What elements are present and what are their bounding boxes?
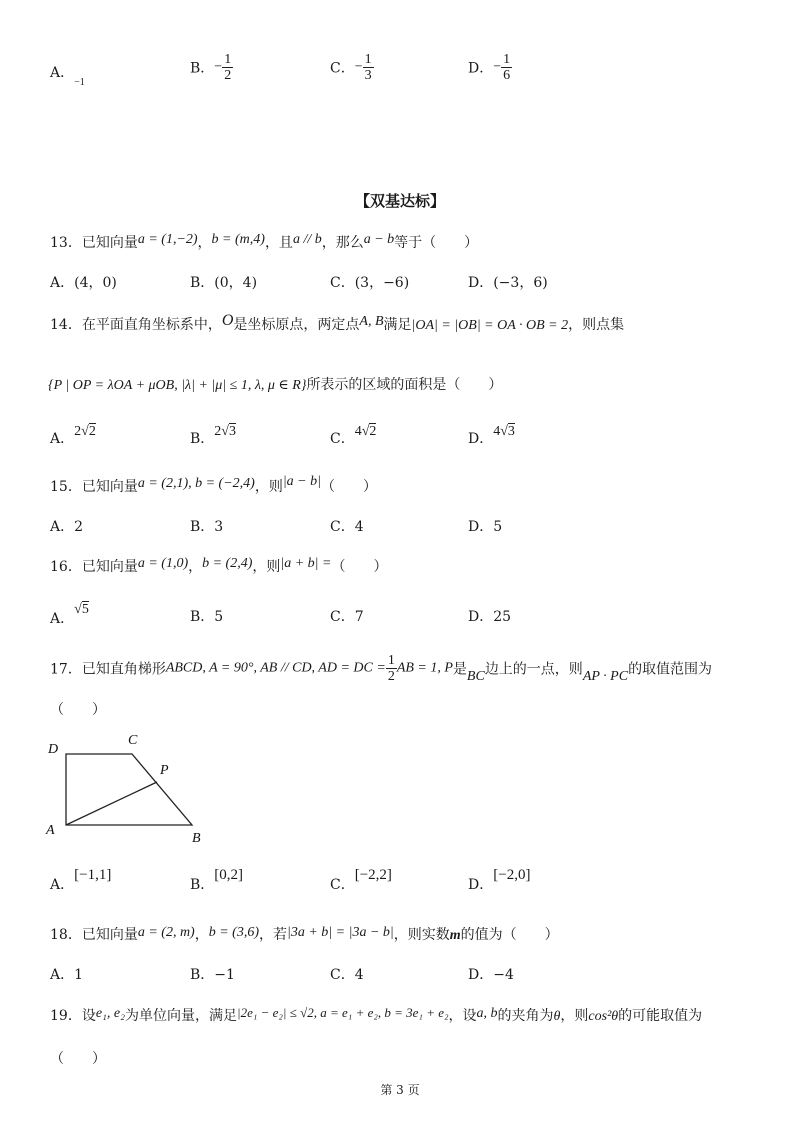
q14-option-a: A．2√2 [50,424,96,447]
q14-option-d: D．4√3 [468,424,515,447]
question-17: 17．已知直角梯形ABCD, A = 90°, AB // CD, AD = DC = $\frac{1}{2}$ AB = 1, P是BC边上的一点，则AP · PC的取值范围为 [50,653,713,684]
question-16: 16．已知向量a = (1,0)，b = (2,4)，则|a + b| =（ ） [50,556,388,575]
label-b: B [192,831,201,845]
q12-option-c: C．− $\frac{1}{3}$ [330,52,372,83]
trapezoid-shape [66,754,192,825]
q15-option-a: A．2 [50,519,84,535]
q12-option-d: D．− $\frac{1}{6}$ [468,52,511,83]
q16-option-d: D．25 [468,609,512,625]
q13-option-a: A．(4，0) [50,275,117,291]
label-d: D [48,742,59,757]
q17-option-b: B．[0,2] [190,867,244,893]
trapezoid-figure [44,730,214,845]
q15-option-c: C．4 [330,519,364,535]
question-15: 15．已知向量a = (2,1), b = (−2,4)，则|a − b|（ ） [50,474,377,495]
q18-option-a: A．1 [50,967,84,983]
q12-option-a: A．$_{-1}$ [50,65,85,88]
q13-option-c: C．(3，−6) [330,275,410,291]
q16-option-c: C．7 [330,609,364,625]
q13-option-d: D．(−3，6) [468,275,548,291]
question-14-set: {P | OP = λOA + μOB, |λ| + |μ| ≤ 1, λ, μ ∈ R}所表示的区域的面积是（ ） [48,377,503,393]
q15-option-d: D．5 [468,519,503,535]
question-13: 13．已知向量a = (1,−2)，b = (m,4)，且a // b，那么a − b等于（ ） [50,232,479,251]
q15-option-b: B．3 [190,519,224,535]
q18-option-b: B．−1 [190,967,235,983]
q14-option-c: C．4√2 [330,424,377,447]
q18-option-d: D．−4 [468,967,514,983]
question-19: 19．设e₁, e₂为单位向量，满足|2e₁ − e₂| ≤ √2, a = e₁ + e₂, b = 3e₁ + e₂，设a, b的夹角为θ，则cos²θ的可能取值为 [50,1005,703,1024]
question-19-paren: （ ） [50,1051,106,1067]
label-p: P [160,763,169,778]
q16-option-a: A．√5 [50,602,89,627]
q14-option-b: B．2√3 [190,424,236,447]
section-title: 【双基达标】 [354,192,445,210]
q16-option-b: B．5 [190,609,224,625]
label-a: A [46,823,55,838]
q13-option-b: B．(0，4) [190,275,258,291]
q17-option-d: D．[−2,0] [468,867,531,893]
question-18: 18．已知向量a = (2, m)，b = (3,6)，若|3a + b| = |3a − b|，则实数m的值为（ ） [50,925,559,943]
label-c: C [128,733,138,748]
question-14: 14．在平面直角坐标系中，O是坐标原点，两定点A, B满足|OA| = |OB| = OA · OB = 2，则点集 [50,312,625,333]
q12-option-b: B．− $\frac{1}{2}$ [190,52,232,83]
page-number: 第 3 页 [380,1083,420,1097]
q17-option-c: C．[−2,2] [330,867,392,893]
question-17-paren: （ ） [50,702,106,718]
q18-option-c: C．4 [330,967,364,983]
segment-ap [66,782,157,825]
q17-option-a: A．[−1,1] [50,867,112,893]
